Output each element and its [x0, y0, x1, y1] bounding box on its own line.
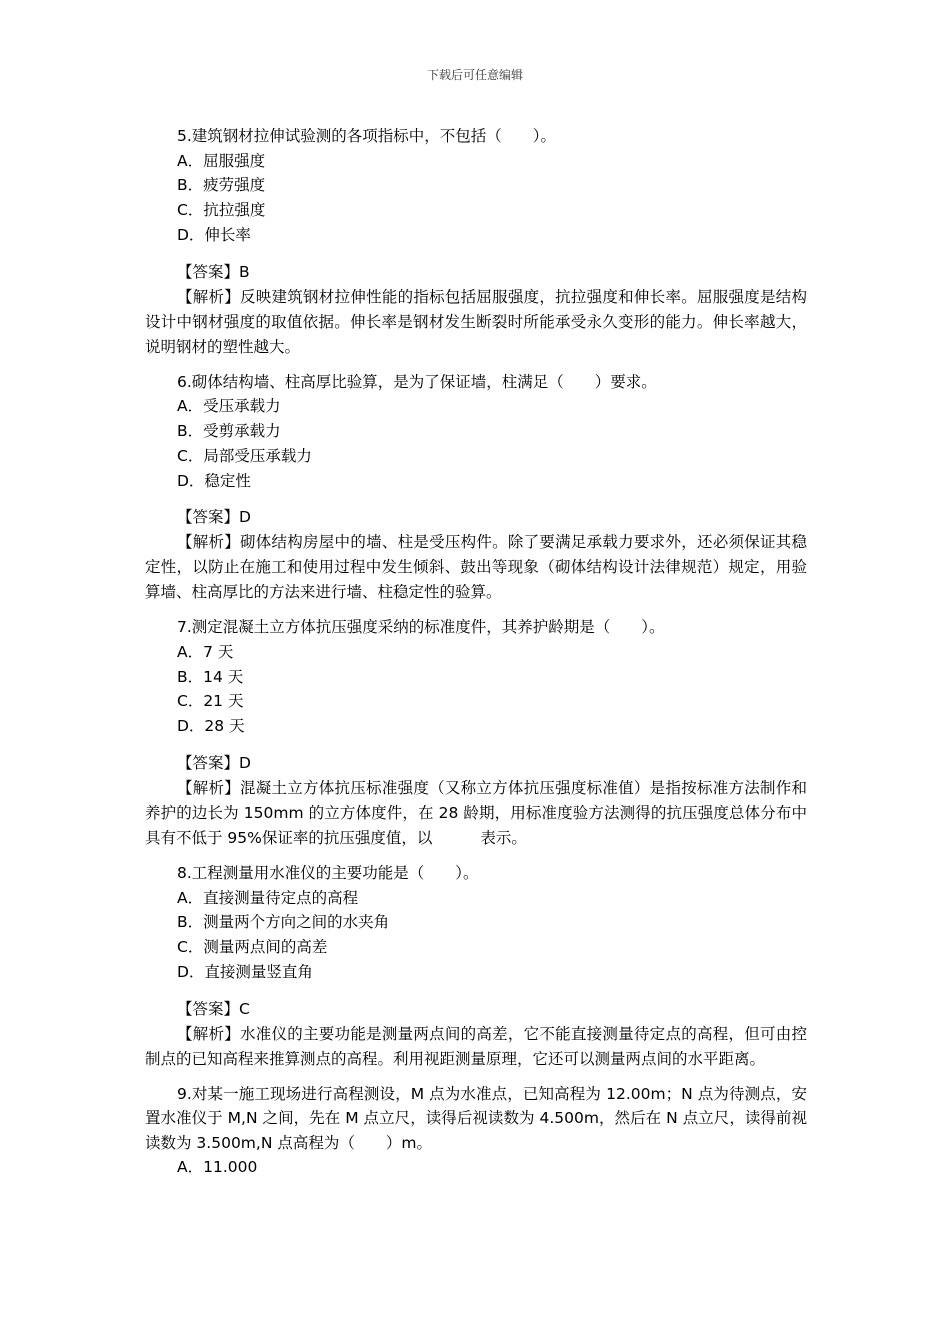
option-d: D．直接测量竖直角	[177, 962, 313, 981]
answer-line: 【答案】B	[177, 262, 250, 281]
question-6	[145, 370, 807, 606]
option-d: D．伸长率	[177, 225, 251, 244]
option-c: C．抗拉强度	[177, 201, 266, 220]
answer-line: 【答案】C	[177, 999, 250, 1018]
option-a: A．7 天	[177, 642, 234, 661]
analysis-tail: 表示。	[480, 829, 527, 848]
option-a: A．11.000	[177, 1158, 258, 1177]
option-d: D．稳定性	[177, 471, 251, 490]
option-b: B．疲劳强度	[177, 176, 266, 195]
option-c: C．测量两点间的高差	[177, 938, 328, 957]
analysis-paragraph: 【解析】反映建筑钢材拉伸性能的指标包括屈服强度，抗拉强度和伸长率。屈服强度是结构设计中钢材强度的取值依据。伸长率是钢材发生断裂时所能承受永久变形的能力。伸长率越大，说明钢材的塑性越大。	[145, 287, 807, 356]
analysis-paragraph: 【解析】水准仪的主要功能是测量两点间的高差，它不能直接测量待定点的高程，但可由控制点的已知高程来推算测点的高程。利用视距测量原理，它还可以测量两点间的水平距离。	[145, 1024, 807, 1068]
answer-line: 【答案】D	[177, 754, 251, 773]
page-header: 下载后可任意编辑	[426, 68, 523, 82]
option-a: A．屈服强度	[177, 151, 266, 170]
option-b: B．14 天	[177, 667, 244, 686]
option-b: B．测量两个方向之间的水夹角	[177, 913, 390, 932]
question-stem: 9.对某一施工现场进行高程测设，M 点为水准点，已知高程为 12.00m；N 点为待测点，安置水准仪于 M,N 之间，先在 M 点立尺，读得后视读数为 4.500m，然后在 N 点立尺，读得前视读数为 3.500m,N 点高程为（ ）m。	[145, 1084, 807, 1152]
question-stem: 7.测定混凝土立方体抗压强度采纳的标准度件，其养护龄期是（ ）。	[177, 618, 665, 637]
option-c: C．局部受压承载力	[177, 446, 312, 465]
option-a: A．直接测量待定点的高程	[177, 888, 359, 907]
analysis-paragraph: 【解析】砌体结构房屋中的墙、柱是受压构件。除了要满足承载力要求外，还必须保证其稳定性，以防止在施工和使用过程中发生倾斜、鼓出等现象（砌体结构设计法律规范）规定，用验算墙、柱高厚比的方法来进行墙、柱稳定性的验算。	[145, 533, 807, 602]
answer-line: 【答案】D	[177, 508, 251, 527]
document-body	[145, 124, 807, 1190]
option-c: C．21 天	[177, 692, 244, 711]
question-7	[145, 615, 807, 851]
question-5	[145, 124, 807, 360]
question-stem: 6.砌体结构墙、柱高厚比验算，是为了保证墙，柱满足（ ）要求。	[177, 372, 657, 391]
analysis-text: 【解析】混凝土立方体抗压标准强度（又称立方体抗压强度标准值）是指按标准方法制作和养护的边长为 150mm 的立方体度件，在 28 龄期，用标准度验方法测得的抗压强度总体分布中具有不低于 95%保证率的抗压强度值，以	[145, 779, 807, 848]
option-a: A．受压承载力	[177, 397, 281, 416]
analysis-paragraph	[145, 776, 807, 851]
question-stem: 8.工程测量用水准仪的主要功能是（ ）。	[177, 864, 479, 883]
question-9	[145, 1082, 807, 1180]
question-stem: 5.建筑钢材拉伸试验测的各项指标中，不包括（ ）。	[177, 127, 557, 145]
option-d: D．28 天	[177, 717, 245, 736]
question-8	[145, 861, 807, 1072]
option-b: B．受剪承载力	[177, 421, 281, 440]
